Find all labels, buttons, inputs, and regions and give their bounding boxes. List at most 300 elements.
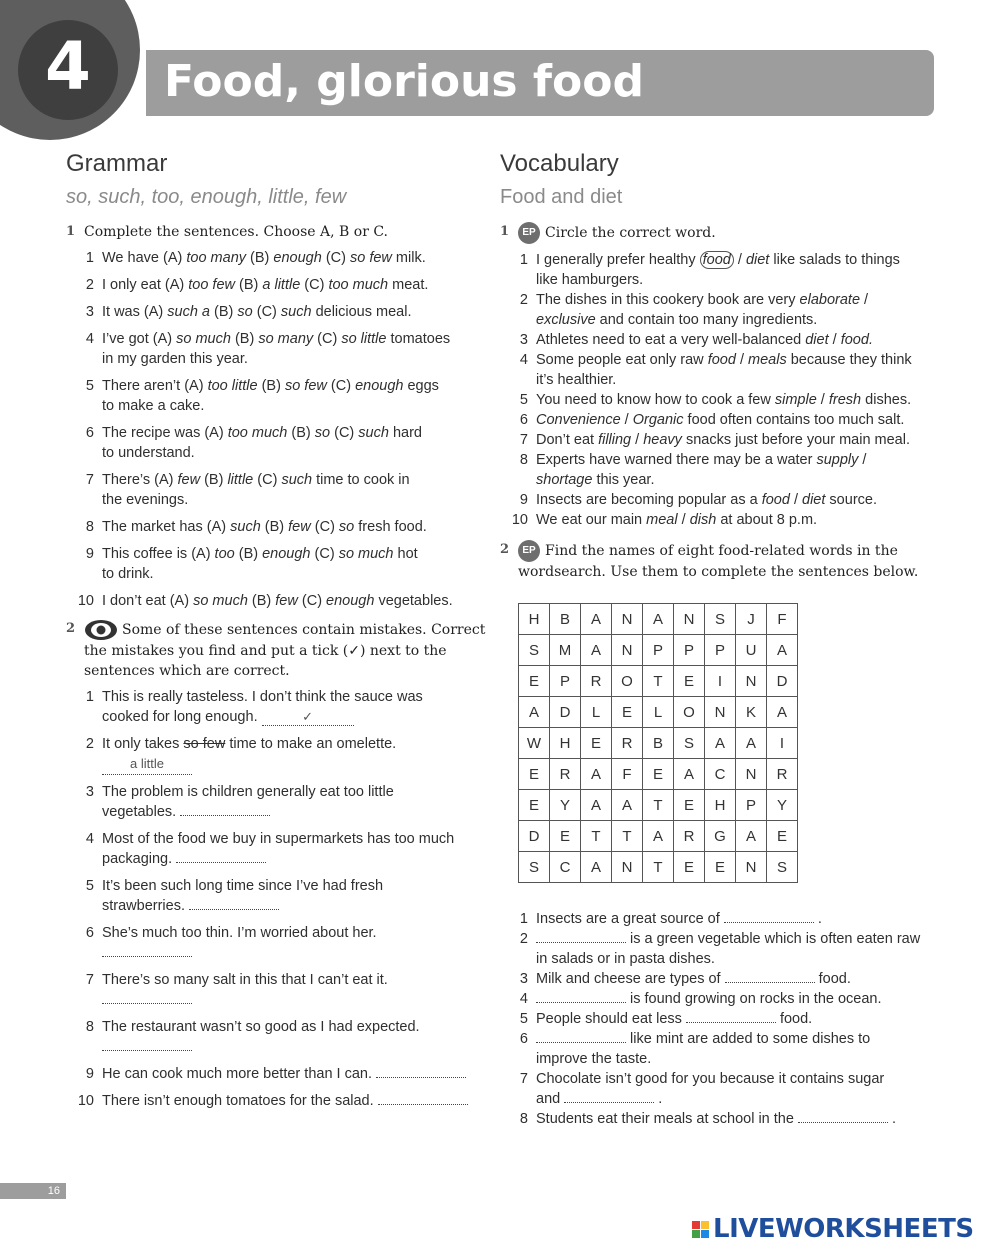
grid-cell[interactable]: A (736, 728, 767, 759)
option-word: food (761, 492, 790, 508)
grammar-ex2-item (66, 1091, 496, 1111)
item-line (536, 510, 960, 530)
text-segment: at about 8 p.m. (716, 512, 818, 528)
grid-cell[interactable]: Y (550, 790, 581, 821)
grid-cell[interactable]: N (674, 604, 705, 635)
text-segment: and contain too many ingredients. (595, 312, 818, 328)
item-text: is a green vegetable which is often eaten raw (626, 931, 921, 947)
vocab-ex1-item (500, 510, 960, 530)
grid-cell[interactable]: P (736, 790, 767, 821)
grid-cell[interactable]: S (767, 852, 798, 883)
answer-blank[interactable] (686, 1011, 776, 1023)
grid-cell[interactable]: T (612, 821, 643, 852)
answer-blank[interactable] (180, 804, 270, 816)
item-line (102, 490, 496, 510)
item-number: 5 (519, 392, 528, 408)
option-word: so many (258, 331, 314, 347)
grid-cell[interactable]: A (643, 821, 674, 852)
item-number: 7 (85, 972, 94, 988)
grid-cell[interactable]: E (674, 666, 705, 697)
option-word: too little (207, 378, 258, 394)
grid-cell[interactable]: I (767, 728, 798, 759)
item-text: It only takes (102, 736, 184, 752)
text-segment: / (631, 432, 644, 448)
grammar-ex2-item (66, 734, 496, 775)
grid-cell[interactable]: P (674, 635, 705, 666)
grid-cell[interactable]: A (581, 790, 612, 821)
item-text: This is really tasteless. I don’t think the sauce was (102, 689, 423, 705)
text-segment: (C) (326, 378, 356, 394)
grid-cell[interactable]: L (643, 697, 674, 728)
option-word: supply (816, 452, 859, 468)
item-line (102, 849, 496, 869)
item-number: 1 (519, 252, 528, 268)
item-number: 7 (519, 1071, 528, 1087)
text-segment: hot (393, 546, 418, 562)
grid-cell[interactable]: F (767, 604, 798, 635)
text-segment: / (620, 412, 633, 428)
grid-cell[interactable]: S (519, 635, 550, 666)
grid-cell[interactable]: A (581, 604, 612, 635)
grid-cell[interactable]: N (736, 666, 767, 697)
item-number: 3 (85, 304, 94, 320)
item-text: . (887, 1111, 897, 1127)
option-word: dish (689, 512, 717, 528)
item-line (536, 290, 960, 310)
item-line (102, 376, 496, 396)
item-text: like mint are added to some dishes to (626, 1031, 871, 1047)
item-text: Insects are a great source of (536, 911, 724, 927)
grid-cell[interactable]: M (550, 635, 581, 666)
grid-cell[interactable]: T (643, 852, 674, 883)
grid-cell[interactable]: O (674, 697, 705, 728)
item-number: 1 (519, 911, 528, 927)
grammar-ex1-item (66, 329, 496, 369)
text-segment: / (677, 512, 690, 528)
vocabulary-section (500, 150, 960, 582)
vocab-ex2-item (500, 1029, 960, 1069)
exercise-number: 2 (500, 542, 510, 557)
grid-cell[interactable]: L (581, 697, 612, 728)
option-word: such (281, 472, 313, 488)
grid-row (519, 604, 798, 635)
answer-blank[interactable] (102, 945, 192, 957)
grid-row (519, 821, 798, 852)
item-number: 4 (85, 331, 94, 347)
grid-cell[interactable]: A (643, 604, 674, 635)
grid-cell[interactable]: R (581, 666, 612, 697)
item-line (102, 275, 496, 295)
text-segment: (C) (300, 277, 329, 293)
grid-cell[interactable]: C (550, 852, 581, 883)
option-word: too few (188, 277, 235, 293)
item-number: 8 (85, 1019, 94, 1035)
option-word: too much (227, 425, 288, 441)
item-number: 5 (519, 1011, 528, 1027)
grid-cell[interactable]: S (705, 604, 736, 635)
grammar-ex2-item (66, 970, 496, 1010)
item-text: cooked for long enough. (102, 709, 262, 725)
text-segment: fresh food. (354, 519, 427, 535)
grid-cell[interactable]: N (736, 759, 767, 790)
item-line (536, 470, 960, 490)
grid-cell[interactable]: P (705, 635, 736, 666)
text-segment: Some people eat only raw (536, 352, 708, 368)
option-word: food (707, 352, 736, 368)
option-word: so much (338, 546, 394, 562)
unit-number: 4 (45, 28, 91, 105)
item-line (536, 1109, 960, 1129)
grid-cell[interactable]: A (767, 697, 798, 728)
grid-cell[interactable]: E (581, 728, 612, 759)
grid-cell[interactable]: E (612, 697, 643, 728)
grammar-ex2-instruction (66, 619, 496, 681)
grid-cell[interactable]: D (519, 821, 550, 852)
item-text: . (654, 1091, 663, 1107)
grid-cell[interactable]: U (736, 635, 767, 666)
item-line (102, 943, 496, 963)
answer-blank[interactable] (536, 991, 626, 1003)
item-number: 2 (85, 277, 94, 293)
text-segment: (C) (253, 472, 282, 488)
option-word: too (214, 546, 235, 562)
item-line (102, 1017, 496, 1037)
answer-blank[interactable] (378, 1093, 468, 1105)
item-number: 9 (85, 546, 94, 562)
item-number: 5 (85, 878, 94, 894)
item-line (536, 989, 960, 1009)
ep-badge-icon: EP (518, 222, 540, 244)
grid-row (519, 635, 798, 666)
grid-cell[interactable]: E (519, 759, 550, 790)
grid-cell[interactable]: C (705, 759, 736, 790)
grid-cell[interactable]: P (643, 635, 674, 666)
grid-cell[interactable]: A (674, 759, 705, 790)
option-word: a little (262, 277, 301, 293)
item-line (102, 707, 496, 727)
option-word: so few (284, 378, 327, 394)
text-segment: It was (A) (102, 304, 168, 320)
item-number: 2 (519, 931, 528, 947)
answer-blank[interactable] (725, 971, 815, 983)
item-number: 4 (519, 352, 528, 368)
answer-field[interactable]: ✓ (262, 709, 354, 726)
logo-text: LIVEWORKSHEETS (713, 1214, 974, 1244)
text-segment: / (858, 452, 867, 468)
grid-cell[interactable]: A (581, 852, 612, 883)
item-line (102, 829, 496, 849)
text-segment: (C) (310, 519, 339, 535)
instruction-text: Some of these sentences contain mistakes. Correct the mistakes you find and put a tick (✓) next to the sentences which are correct. (84, 622, 486, 679)
vocab-ex1-item (500, 390, 960, 410)
text-segment: The market has (A) (102, 519, 231, 535)
answer-blank[interactable] (102, 1039, 192, 1051)
vocab-ex2-instruction (500, 540, 960, 582)
grid-cell[interactable]: N (736, 852, 767, 883)
item-text: Chocolate isn’t good for you because it contains sugar (536, 1071, 885, 1087)
text-segment: / (733, 252, 746, 268)
item-line (102, 687, 496, 707)
item-text: in salads or in pasta dishes. (536, 951, 715, 967)
answer-blank[interactable] (536, 1031, 626, 1043)
option-word: elaborate (799, 292, 861, 308)
grid-cell[interactable]: T (581, 821, 612, 852)
answer-field[interactable]: a little (102, 754, 192, 775)
grammar-ex2-item (66, 1064, 496, 1084)
grammar-ex2-item (66, 923, 496, 963)
answer-blank[interactable] (536, 931, 626, 943)
struck-word: so few (183, 736, 226, 752)
grid-cell[interactable]: A (705, 728, 736, 759)
item-line (102, 248, 496, 268)
option-word: so (237, 304, 253, 320)
grid-cell[interactable]: R (674, 821, 705, 852)
instruction-text: Circle the correct word. (545, 225, 716, 241)
grid-row (519, 666, 798, 697)
grid-cell[interactable]: T (643, 666, 674, 697)
grid-cell[interactable]: E (674, 790, 705, 821)
vocab-ex1-item (500, 490, 960, 510)
item-line (102, 349, 496, 369)
grid-cell[interactable]: E (705, 852, 736, 883)
grammar-ex1-item (66, 470, 496, 510)
item-line (102, 802, 496, 822)
item-line (536, 1069, 960, 1089)
option-word: few (288, 519, 311, 535)
item-line (536, 490, 960, 510)
item-line (102, 782, 496, 802)
text-segment: like salads to things (769, 252, 900, 268)
grid-cell[interactable]: A (581, 635, 612, 666)
answer-blank[interactable] (798, 1111, 888, 1123)
item-text: food. (775, 1011, 813, 1027)
option-word: few (177, 472, 201, 488)
vocabulary-subtitle: Food and diet (500, 186, 623, 208)
text-segment: snacks just before your main meal. (681, 432, 910, 448)
text-segment: / (735, 352, 749, 368)
grid-cell[interactable]: E (550, 821, 581, 852)
grid-cell[interactable]: S (674, 728, 705, 759)
text-segment: hard (388, 425, 422, 441)
answer-blank[interactable] (724, 911, 814, 923)
exercise-number: 1 (66, 224, 76, 239)
item-line (102, 396, 496, 416)
item-text: the evenings. (102, 492, 189, 508)
grid-cell[interactable]: J (736, 604, 767, 635)
item-line (102, 923, 496, 943)
answer-blank[interactable] (189, 898, 279, 910)
exercise-number: 2 (66, 621, 76, 636)
grid-cell[interactable]: P (550, 666, 581, 697)
grid-cell[interactable]: N (612, 852, 643, 883)
grid-cell[interactable]: H (705, 790, 736, 821)
grammar-subtitle: so, such, too, enough, little, few (66, 186, 347, 208)
item-number: 2 (85, 736, 94, 752)
item-text: like hamburgers. (536, 272, 644, 288)
grid-cell[interactable]: K (736, 697, 767, 728)
grid-cell[interactable]: T (643, 790, 674, 821)
grid-row (519, 728, 798, 759)
answer-blank[interactable] (176, 851, 266, 863)
grid-cell[interactable]: S (519, 852, 550, 883)
answer-blank[interactable] (376, 1066, 466, 1078)
option-word: such (358, 425, 389, 441)
item-line (102, 970, 496, 990)
logo-square (692, 1230, 700, 1238)
grid-cell[interactable]: N (612, 604, 643, 635)
grid-cell[interactable]: R (550, 759, 581, 790)
grid-cell[interactable]: G (705, 821, 736, 852)
grid-cell[interactable]: N (705, 697, 736, 728)
grammar-ex2-item (66, 829, 496, 869)
item-line (536, 270, 960, 290)
text-segment: There’s (A) (102, 472, 178, 488)
item-line (102, 564, 496, 584)
item-number: 3 (519, 971, 528, 987)
option-word: shortage (536, 472, 593, 488)
grid-row (519, 759, 798, 790)
item-number: 1 (85, 689, 94, 705)
text-segment: milk. (391, 250, 426, 266)
grid-cell[interactable]: R (767, 759, 798, 790)
grid-cell[interactable]: F (612, 759, 643, 790)
text-segment: source. (825, 492, 877, 508)
option-word: simple (774, 392, 817, 408)
item-line (536, 1029, 960, 1049)
text-segment: (B) (257, 378, 285, 394)
option-word: exclusive (536, 312, 596, 328)
vocab-ex1-item (500, 330, 960, 350)
grid-cell[interactable]: H (519, 604, 550, 635)
option-word: little (227, 472, 254, 488)
item-line (102, 1064, 496, 1084)
grid-cell[interactable]: I (705, 666, 736, 697)
grid-cell[interactable]: B (550, 604, 581, 635)
grammar-ex1-item (66, 423, 496, 463)
item-line (102, 470, 496, 490)
grid-cell[interactable]: A (612, 790, 643, 821)
logo-square (692, 1221, 700, 1229)
answer-blank[interactable] (102, 992, 192, 1004)
item-number: 7 (85, 472, 94, 488)
grid-cell[interactable]: E (643, 759, 674, 790)
item-number: 1 (85, 250, 94, 266)
text-segment: Experts have warned there may be a water (536, 452, 817, 468)
grid-cell[interactable]: R (612, 728, 643, 759)
item-text: improve the taste. (536, 1051, 652, 1067)
item-number: 8 (519, 452, 528, 468)
grid-cell[interactable]: E (767, 821, 798, 852)
grid-cell[interactable]: E (519, 666, 550, 697)
item-line (536, 949, 960, 969)
circled-answer[interactable]: food (700, 251, 734, 269)
item-number: 6 (519, 1031, 528, 1047)
grid-cell[interactable]: A (736, 821, 767, 852)
grid-cell[interactable]: H (550, 728, 581, 759)
grammar-ex2-item (66, 687, 496, 727)
option-word: diet (745, 252, 770, 268)
option-word: food. (840, 332, 873, 348)
text-segment: / (789, 492, 803, 508)
item-number: 10 (77, 593, 94, 609)
item-text: it’s healthier. (536, 372, 617, 388)
grid-cell[interactable]: D (767, 666, 798, 697)
vocab-ex2-item (500, 1009, 960, 1029)
item-line (536, 330, 960, 350)
item-line (102, 754, 496, 775)
grid-cell[interactable]: B (643, 728, 674, 759)
item-number: 8 (85, 519, 94, 535)
grid-cell[interactable]: E (519, 790, 550, 821)
grid-cell[interactable]: N (612, 635, 643, 666)
grid-cell[interactable]: Y (767, 790, 798, 821)
grid-cell[interactable]: D (550, 697, 581, 728)
item-text: People should eat less (536, 1011, 686, 1027)
grid-cell[interactable]: A (519, 697, 550, 728)
grammar-ex2-item (66, 876, 496, 916)
item-number: 5 (85, 378, 94, 394)
item-line (102, 591, 496, 611)
text-segment: I don’t eat (A) (102, 593, 194, 609)
grammar-ex1-item (66, 591, 496, 611)
text-segment: (B) (246, 250, 274, 266)
vocabulary-title: Vocabulary (500, 150, 619, 177)
item-number: 6 (85, 425, 94, 441)
grid-cell[interactable]: A (767, 635, 798, 666)
item-line (102, 896, 496, 916)
grammar-ex2-item (66, 782, 496, 822)
option-word: filling (598, 432, 632, 448)
option-word: enough (273, 250, 322, 266)
grammar-section (66, 150, 496, 1118)
grid-row (519, 697, 798, 728)
text-segment: (B) (230, 331, 259, 347)
grid-cell[interactable]: A (581, 759, 612, 790)
answer-blank[interactable] (564, 1091, 654, 1103)
item-text: The problem is children generally eat too little (102, 784, 394, 800)
grammar-ex2-list (66, 687, 496, 1111)
item-line (102, 990, 496, 1010)
text-segment: / (860, 292, 869, 308)
option-word: Organic (632, 412, 684, 428)
item-line (536, 310, 960, 330)
item-line (102, 329, 496, 349)
item-line (102, 544, 496, 564)
vocab-ex2-item (500, 1109, 960, 1129)
option-word: enough (262, 546, 311, 562)
vocab-ex1-item (500, 410, 960, 430)
option-word: few (275, 593, 298, 609)
text-segment: (C) (297, 593, 327, 609)
option-word: diet (802, 492, 826, 508)
exercise-number: 1 (500, 224, 510, 239)
vocab-ex1-list (500, 250, 960, 530)
item-line (536, 390, 960, 410)
page-title: Food, glorious food (164, 56, 645, 107)
grammar-ex1-item (66, 275, 496, 295)
item-number: 3 (519, 332, 528, 348)
item-line (536, 450, 960, 470)
option-word: so few (349, 250, 392, 266)
grid-cell[interactable]: O (612, 666, 643, 697)
item-line (536, 1009, 960, 1029)
vocab-ex2-item (500, 929, 960, 969)
grammar-title: Grammar (66, 150, 168, 177)
grid-cell[interactable]: W (519, 728, 550, 759)
grammar-ex1-item (66, 376, 496, 416)
vocab-ex2-list (500, 909, 960, 1129)
grid-cell[interactable]: E (674, 852, 705, 883)
